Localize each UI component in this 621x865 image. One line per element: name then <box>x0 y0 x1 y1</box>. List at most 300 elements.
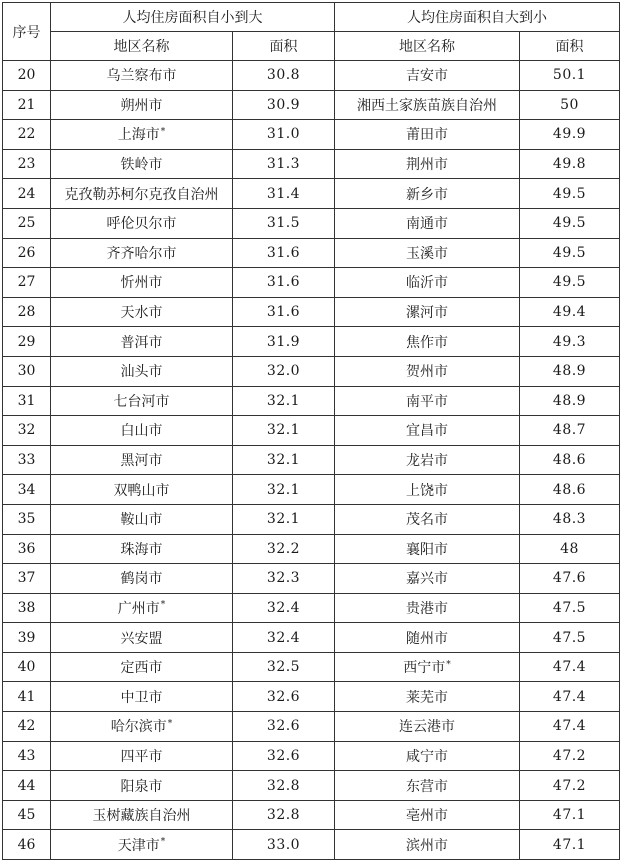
area-left <box>233 682 335 712</box>
region-name-right <box>335 238 520 268</box>
footnote-marker: * <box>160 837 166 848</box>
region-name-header-left: 地区名称 <box>51 32 233 61</box>
region-name-right <box>335 534 520 564</box>
row-index <box>3 268 51 298</box>
row-index-text: 42 <box>17 718 36 735</box>
area-left-text: 32.8 <box>266 777 301 794</box>
row-index-text: 38 <box>17 599 36 616</box>
area-left <box>233 593 335 623</box>
area-left <box>233 741 335 771</box>
row-index <box>3 297 51 327</box>
area-left <box>233 800 335 830</box>
area-right-text: 49.5 <box>552 274 587 291</box>
region-name-left <box>51 61 233 91</box>
area-left-text: 31.6 <box>266 304 301 321</box>
region-name-right <box>335 179 520 209</box>
region-name-left-text: 阳泉市 <box>120 778 163 795</box>
footnote-marker: * <box>446 659 451 670</box>
region-name-left-text: 珠海市 <box>120 541 163 558</box>
area-right <box>520 268 620 298</box>
row-index <box>3 90 51 120</box>
area-left-text: 32.2 <box>266 540 301 557</box>
region-name-right <box>335 475 520 505</box>
area-left <box>233 327 335 357</box>
area-left <box>233 149 335 179</box>
footnote-marker: * <box>167 718 173 729</box>
region-name-right-text: 随州市 <box>406 630 448 647</box>
region-name-left <box>51 356 233 386</box>
region-name-right <box>335 564 520 594</box>
row-index-text: 41 <box>17 688 36 705</box>
table-row <box>3 268 620 298</box>
row-index <box>3 327 51 357</box>
area-right <box>520 120 620 150</box>
area-left <box>233 564 335 594</box>
table-row <box>3 534 620 564</box>
area-left <box>233 120 335 150</box>
region-name-right <box>335 356 520 386</box>
row-index-text: 20 <box>17 67 36 84</box>
region-name-right-text: 莆田市 <box>406 127 448 144</box>
region-name-right <box>335 149 520 179</box>
row-index <box>3 416 51 446</box>
table-row <box>3 593 620 623</box>
region-name-right-text: 上饶市 <box>406 482 448 499</box>
table-row <box>3 179 620 209</box>
region-name-right <box>335 386 520 416</box>
area-right-text: 50.1 <box>552 67 587 84</box>
area-right-text: 48.6 <box>552 481 587 498</box>
area-left <box>233 179 335 209</box>
area-left <box>233 830 335 860</box>
region-name-left <box>51 416 233 446</box>
region-name-left <box>51 90 233 120</box>
row-index-text: 26 <box>17 244 36 261</box>
area-right-text: 47.2 <box>552 777 587 794</box>
region-name-left-text: 汕头市 <box>120 364 163 381</box>
region-name-left <box>51 475 233 505</box>
row-index <box>3 179 51 209</box>
row-index <box>3 830 51 860</box>
row-index <box>3 149 51 179</box>
area-left <box>233 652 335 682</box>
area-left <box>233 61 335 91</box>
area-left-text: 32.1 <box>266 481 301 498</box>
area-right-text: 48.9 <box>552 392 587 409</box>
region-name-right <box>335 623 520 653</box>
region-name-left <box>51 208 233 238</box>
region-name-left <box>51 297 233 327</box>
region-name-left <box>51 652 233 682</box>
row-index <box>3 386 51 416</box>
area-left-text: 32.1 <box>266 392 301 409</box>
area-right <box>520 682 620 712</box>
region-name-left <box>51 238 233 268</box>
area-right <box>520 416 620 446</box>
group-header-large-to-small: 人均住房面积自大到小 <box>335 3 620 32</box>
table-row <box>3 712 620 742</box>
row-index-text: 27 <box>17 274 36 291</box>
area-right-text: 49.3 <box>552 333 587 350</box>
region-name-right <box>335 712 520 742</box>
table-row <box>3 830 620 860</box>
area-right-text: 49.9 <box>552 126 587 143</box>
table-row <box>3 386 620 416</box>
region-name-right-text: 贺州市 <box>406 364 448 381</box>
row-index-text: 43 <box>17 747 36 764</box>
region-name-left <box>51 741 233 771</box>
area-left <box>233 208 335 238</box>
region-name-right-text: 新乡市 <box>406 186 448 203</box>
footnote-marker: * <box>160 126 166 137</box>
row-index-text: 29 <box>17 333 36 350</box>
area-right <box>520 712 620 742</box>
region-name-left <box>51 386 233 416</box>
region-name-left-text: 齐齐哈尔市 <box>106 245 177 262</box>
table-row <box>3 623 620 653</box>
region-name-right-text: 滨州市 <box>406 837 448 854</box>
area-right <box>520 149 620 179</box>
region-name-left-text: 克孜勒苏柯尔克孜自治州 <box>64 186 219 203</box>
region-name-left-text: 兴安盟 <box>120 630 163 647</box>
area-left-text: 30.8 <box>266 67 301 84</box>
row-index-text: 32 <box>17 422 36 439</box>
area-left <box>233 771 335 801</box>
row-index <box>3 712 51 742</box>
row-index-text: 37 <box>17 570 36 587</box>
area-right-text: 47.1 <box>552 807 587 824</box>
table-row <box>3 741 620 771</box>
region-name-right <box>335 504 520 534</box>
area-right <box>520 771 620 801</box>
row-index-text: 35 <box>17 511 36 528</box>
area-right <box>520 386 620 416</box>
region-name-left-text: 天津市 <box>117 837 160 854</box>
area-right <box>520 830 620 860</box>
area-left-text: 32.1 <box>266 422 301 439</box>
region-name-right <box>335 830 520 860</box>
table-row <box>3 504 620 534</box>
region-name-left <box>51 682 233 712</box>
row-index <box>3 534 51 564</box>
area-header-left: 面积 <box>233 32 335 61</box>
area-right-text: 47.4 <box>552 659 587 676</box>
region-name-right-text: 焦作市 <box>406 334 448 351</box>
table-row <box>3 90 620 120</box>
area-left-text: 31.6 <box>266 244 301 261</box>
region-name-left <box>51 120 233 150</box>
region-name-left-text: 七台河市 <box>113 393 170 410</box>
row-index <box>3 120 51 150</box>
region-name-right-text: 嘉兴市 <box>406 571 448 588</box>
region-name-right-text: 莱芜市 <box>406 689 448 706</box>
area-left-text: 31.4 <box>266 185 301 202</box>
region-name-right-text: 襄阳市 <box>406 541 448 558</box>
region-name-right-text: 贵港市 <box>406 600 448 617</box>
row-index <box>3 593 51 623</box>
region-name-left-text: 乌兰察布市 <box>106 68 177 85</box>
region-name-left-text: 双鸭山市 <box>113 482 170 499</box>
area-left-text: 32.1 <box>266 511 301 528</box>
region-name-right-text: 宜昌市 <box>406 423 448 440</box>
area-left <box>233 268 335 298</box>
region-name-right-text: 东营市 <box>406 778 448 795</box>
footnote-marker: * <box>160 600 166 611</box>
region-name-left <box>51 712 233 742</box>
table-row <box>3 208 620 238</box>
table-row <box>3 61 620 91</box>
table-row <box>3 356 620 386</box>
row-index-text: 24 <box>17 185 36 202</box>
region-name-right <box>335 771 520 801</box>
area-right <box>520 504 620 534</box>
region-name-right-text: 龙岩市 <box>406 453 448 470</box>
region-name-left-text: 铁岭市 <box>120 157 163 174</box>
area-right-text: 47.5 <box>552 599 587 616</box>
row-index-text: 46 <box>17 836 36 853</box>
area-right <box>520 61 620 91</box>
area-left <box>233 386 335 416</box>
row-index-text: 28 <box>17 304 36 321</box>
region-name-left-text: 四平市 <box>120 748 163 765</box>
area-left <box>233 623 335 653</box>
region-name-left-text: 黑河市 <box>120 453 163 470</box>
area-right <box>520 593 620 623</box>
row-index-text: 31 <box>17 392 36 409</box>
table-row <box>3 564 620 594</box>
row-index <box>3 623 51 653</box>
table-row <box>3 120 620 150</box>
row-index <box>3 771 51 801</box>
region-name-left-text: 上海市 <box>117 127 160 144</box>
row-index <box>3 238 51 268</box>
region-name-left-text: 定西市 <box>120 660 163 677</box>
area-right <box>520 652 620 682</box>
row-index <box>3 475 51 505</box>
area-right <box>520 238 620 268</box>
region-name-left-text: 白山市 <box>120 423 163 440</box>
region-name-right <box>335 268 520 298</box>
area-left-text: 32.1 <box>266 452 301 469</box>
region-name-left <box>51 179 233 209</box>
area-right-text: 47.4 <box>552 718 587 735</box>
area-right-text: 48.9 <box>552 363 587 380</box>
table-row <box>3 475 620 505</box>
row-index-text: 33 <box>17 452 36 469</box>
region-name-left <box>51 830 233 860</box>
region-name-left <box>51 504 233 534</box>
area-left-text: 33.0 <box>266 836 301 853</box>
row-index-text: 22 <box>17 126 36 143</box>
area-right-text: 49.8 <box>552 156 587 173</box>
area-right-text: 47.2 <box>552 747 587 764</box>
area-right <box>520 297 620 327</box>
area-left <box>233 416 335 446</box>
area-left-text: 32.8 <box>266 807 301 824</box>
region-name-right-text: 荆州市 <box>406 157 448 174</box>
row-index <box>3 800 51 830</box>
region-name-right <box>335 682 520 712</box>
area-left-text: 31.6 <box>266 274 301 291</box>
area-right-text: 49.5 <box>552 185 587 202</box>
area-left <box>233 356 335 386</box>
region-name-left <box>51 534 233 564</box>
region-name-right-text: 西宁市 <box>403 660 446 677</box>
area-right-text: 49.5 <box>552 215 587 232</box>
region-name-left-text: 玉树藏族自治州 <box>92 808 191 825</box>
region-name-header-right: 地区名称 <box>335 32 520 61</box>
area-right-text: 47.4 <box>552 688 587 705</box>
area-left-text: 31.9 <box>266 333 301 350</box>
area-left-text: 31.0 <box>266 126 301 143</box>
table-row <box>3 800 620 830</box>
region-name-right <box>335 416 520 446</box>
area-right <box>520 208 620 238</box>
area-right <box>520 623 620 653</box>
row-index <box>3 445 51 475</box>
area-right-text: 48 <box>560 540 579 557</box>
region-name-right <box>335 593 520 623</box>
area-right-text: 48.6 <box>552 452 587 469</box>
area-left-text: 31.3 <box>266 156 301 173</box>
header-row-groups <box>3 3 620 32</box>
region-name-left-text: 中卫市 <box>120 689 163 706</box>
row-index-text: 36 <box>17 540 36 557</box>
row-index <box>3 741 51 771</box>
table-row <box>3 149 620 179</box>
region-name-left <box>51 593 233 623</box>
row-index-text: 44 <box>17 777 36 794</box>
region-name-right-text: 茂名市 <box>406 512 448 529</box>
area-left-text: 32.6 <box>266 747 301 764</box>
area-right <box>520 356 620 386</box>
region-name-right-text: 连云港市 <box>399 719 455 736</box>
area-right <box>520 475 620 505</box>
area-left <box>233 504 335 534</box>
table-row <box>3 297 620 327</box>
area-left-text: 32.4 <box>266 599 301 616</box>
row-index-text: 45 <box>17 807 36 824</box>
area-right-text: 47.5 <box>552 629 587 646</box>
area-right-text: 47.6 <box>552 570 587 587</box>
row-index <box>3 504 51 534</box>
region-name-left-text: 哈尔滨市 <box>110 719 167 736</box>
region-name-left-text: 天水市 <box>120 305 163 322</box>
area-left <box>233 297 335 327</box>
row-index-text: 39 <box>17 629 36 646</box>
region-name-left <box>51 268 233 298</box>
row-index <box>3 564 51 594</box>
region-name-right-text: 吉安市 <box>406 68 448 85</box>
area-left <box>233 712 335 742</box>
area-right <box>520 90 620 120</box>
row-index-text: 30 <box>17 363 36 380</box>
area-left-text: 32.6 <box>266 718 301 735</box>
region-name-right <box>335 652 520 682</box>
index-header: 序号 <box>3 3 51 61</box>
row-index <box>3 356 51 386</box>
table-row <box>3 652 620 682</box>
area-header-right: 面积 <box>520 32 620 61</box>
area-right <box>520 564 620 594</box>
table-row <box>3 771 620 801</box>
row-index-text: 34 <box>17 481 36 498</box>
area-left-text: 32.6 <box>266 688 301 705</box>
table-row <box>3 682 620 712</box>
row-index <box>3 682 51 712</box>
area-left-text: 32.3 <box>266 570 301 587</box>
region-name-right-text: 南平市 <box>406 393 448 410</box>
area-right <box>520 327 620 357</box>
area-right <box>520 741 620 771</box>
area-left <box>233 90 335 120</box>
table-row <box>3 416 620 446</box>
row-index-text: 40 <box>17 659 36 676</box>
region-name-right-text: 漯河市 <box>406 305 448 322</box>
table-row <box>3 238 620 268</box>
region-name-left <box>51 771 233 801</box>
region-name-right <box>335 327 520 357</box>
region-name-left-text: 忻州市 <box>120 275 163 292</box>
region-name-right-text: 玉溪市 <box>406 245 448 262</box>
area-right-text: 48.3 <box>552 511 587 528</box>
table-row <box>3 445 620 475</box>
region-name-right <box>335 120 520 150</box>
region-name-right <box>335 741 520 771</box>
region-name-left <box>51 327 233 357</box>
area-right <box>520 800 620 830</box>
region-name-left <box>51 149 233 179</box>
housing-area-table <box>2 2 620 860</box>
region-name-left-text: 朔州市 <box>120 97 163 114</box>
area-left-text: 32.5 <box>266 659 301 676</box>
table-header <box>3 3 620 61</box>
region-name-right <box>335 445 520 475</box>
area-right-text: 49.4 <box>552 304 587 321</box>
area-right <box>520 445 620 475</box>
region-name-left <box>51 564 233 594</box>
region-name-right <box>335 297 520 327</box>
region-name-left-text: 普洱市 <box>120 334 163 351</box>
region-name-right <box>335 208 520 238</box>
region-name-right <box>335 61 520 91</box>
table-body <box>3 61 620 860</box>
area-right-text: 47.1 <box>552 836 587 853</box>
region-name-left-text: 广州市 <box>117 600 160 617</box>
row-index-text: 25 <box>17 215 36 232</box>
table-row <box>3 327 620 357</box>
area-right <box>520 534 620 564</box>
region-name-right-text: 湘西土家族苗族自治州 <box>357 97 497 114</box>
area-left <box>233 534 335 564</box>
area-left-text: 31.5 <box>266 215 301 232</box>
area-right-text: 49.5 <box>552 244 587 261</box>
area-left <box>233 475 335 505</box>
row-index <box>3 61 51 91</box>
region-name-right-text: 南通市 <box>406 216 448 233</box>
row-index-text: 21 <box>17 96 36 113</box>
area-left-text: 32.0 <box>266 363 301 380</box>
region-name-right-text: 临沂市 <box>406 275 448 292</box>
area-left <box>233 445 335 475</box>
region-name-left <box>51 623 233 653</box>
area-left-text: 30.9 <box>266 96 301 113</box>
region-name-left-text: 鹤岗市 <box>120 571 163 588</box>
area-right-text: 50 <box>560 96 579 113</box>
region-name-right-text: 亳州市 <box>406 808 448 825</box>
row-index <box>3 208 51 238</box>
row-index-text: 23 <box>17 156 36 173</box>
